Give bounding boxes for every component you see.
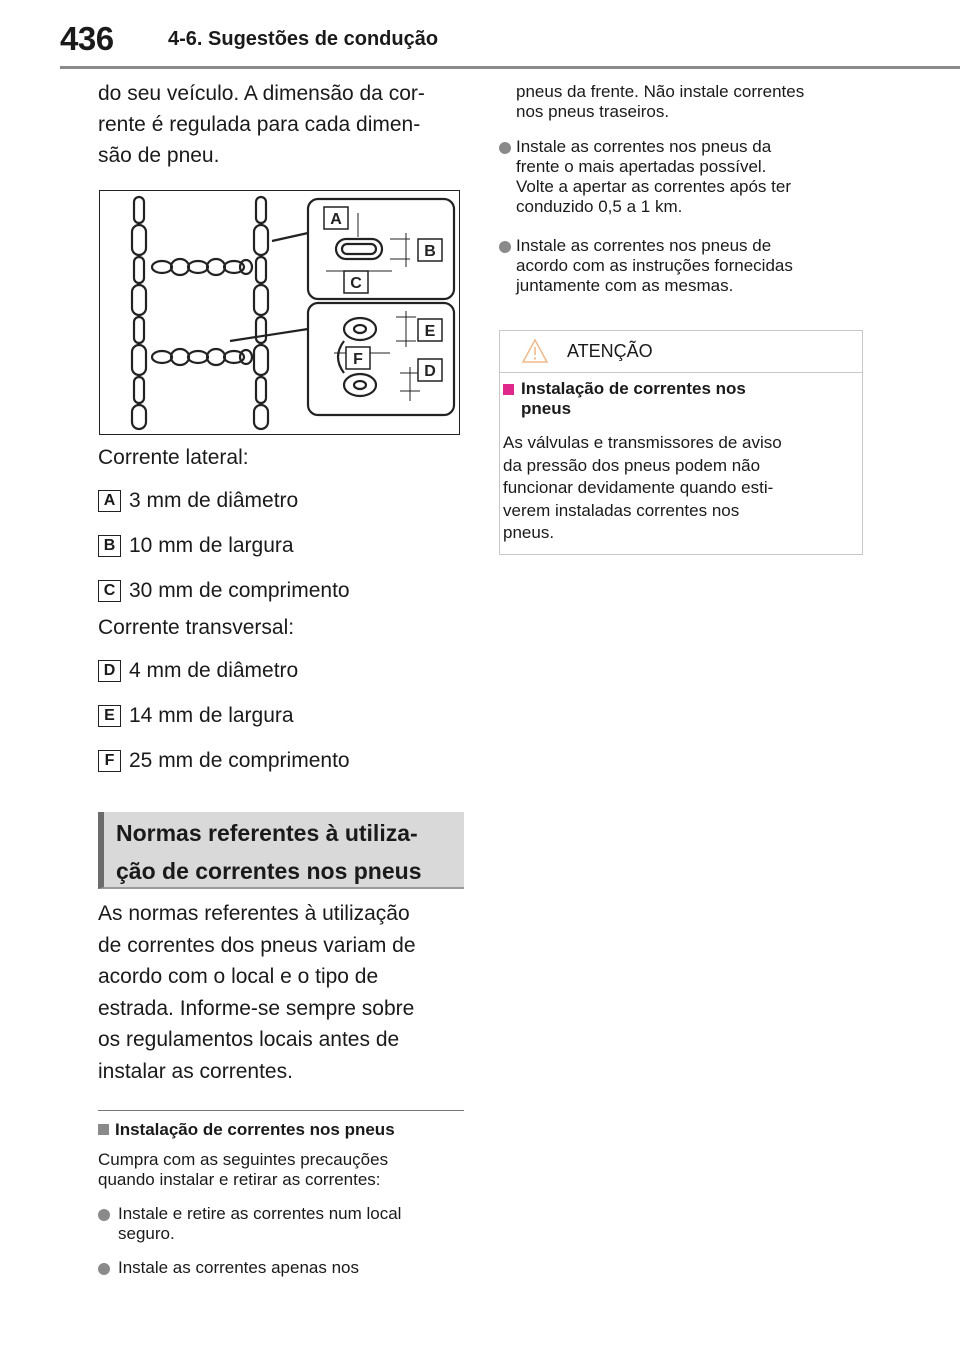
bullet-dot-icon — [98, 1209, 110, 1221]
paragraph-line: As normas referentes à utilização — [98, 902, 410, 925]
warning-header — [499, 330, 863, 373]
intro-line: quando instalar e retirar as correntes: — [98, 1170, 381, 1189]
subsection-intro — [98, 1150, 468, 1190]
bullet-line: juntamente com as mesmas. — [516, 276, 734, 295]
section-heading — [98, 812, 464, 889]
subsection-divider — [98, 1110, 464, 1111]
warning-text — [503, 432, 858, 545]
spec-badge: B — [98, 535, 121, 557]
bullet-line: Instale as correntes nos pneus da — [516, 137, 772, 156]
spec-row — [98, 703, 294, 729]
spec-text: 10 mm de largura — [129, 534, 294, 557]
callout-label: F — [353, 351, 363, 368]
intro-line: Cumpra com as seguintes precauções — [98, 1150, 389, 1169]
continued-text — [516, 82, 876, 122]
warning-text-line: funcionar devidamente quando esti- — [503, 478, 774, 497]
warning-heading — [521, 379, 851, 419]
bullet-item — [118, 1204, 468, 1244]
callout-label: B — [424, 243, 436, 260]
callout-label: D — [424, 363, 436, 380]
paragraph-line: instalar as correntes. — [98, 1059, 293, 1083]
spec-row — [98, 488, 298, 514]
spec-text: 4 mm de diâmetro — [129, 659, 299, 682]
spec-badge: D — [98, 660, 121, 682]
bullet-line: acordo com as instruções fornecidas — [516, 256, 793, 275]
spec-row — [98, 578, 350, 604]
lead-line: rente é regulada para cada dimen- — [98, 113, 421, 136]
spec-badge: E — [98, 705, 121, 727]
spec-row — [98, 658, 298, 684]
bullet-dot-icon — [499, 142, 511, 154]
side-chain-heading: Corrente lateral: — [98, 446, 249, 469]
tire-chain-diagram — [99, 190, 460, 435]
section-heading-line: Normas referentes à utiliza- — [116, 820, 418, 846]
regulations-paragraph — [98, 898, 468, 1087]
bullet-line: Instale as correntes apenas nos — [118, 1258, 359, 1277]
continued-line: pneus da frente. Não instale correntes — [516, 82, 805, 101]
cross-chain-heading: Corrente transversal: — [98, 616, 295, 639]
callout-label: A — [330, 211, 342, 228]
page-number: 436 — [60, 20, 114, 57]
spec-text: 30 mm de comprimento — [129, 579, 350, 602]
spec-text: 3 mm de diâmetro — [129, 489, 299, 512]
warning-marker — [503, 382, 514, 400]
bullet-line: frente o mais apertadas possível. — [516, 157, 767, 176]
callout-label: E — [424, 323, 436, 340]
bullet-item — [516, 137, 876, 217]
callout-label: C — [350, 275, 362, 292]
bullet-line: seguro. — [118, 1224, 175, 1243]
bullet-item — [516, 236, 876, 296]
bullet-marker — [499, 240, 511, 258]
spec-text: 14 mm de largura — [129, 704, 294, 727]
warning-text-line: As válvulas e transmissores de aviso — [503, 433, 782, 452]
spec-badge: F — [98, 750, 121, 772]
bullet-marker — [98, 1262, 113, 1280]
square-bullet-icon — [98, 1124, 109, 1135]
warning-title: ATENÇÃO — [567, 341, 653, 361]
warning-text-line: pneus. — [503, 523, 555, 542]
bullet-line: Instale as correntes nos pneus de — [516, 236, 772, 255]
spec-badge: A — [98, 490, 121, 512]
bullet-dot-icon — [98, 1263, 110, 1275]
spec-row — [98, 533, 294, 559]
lead-line: do seu veículo. A dimensão da cor- — [98, 82, 425, 105]
paragraph-line: os regulamentos locais antes de — [98, 1028, 400, 1051]
bullet-line: conduzido 0,5 a 1 km. — [516, 197, 683, 216]
warning-heading-line: Instalação de correntes nos — [521, 379, 746, 398]
paragraph-line: estrada. Informe-se sempre sobre — [98, 996, 415, 1020]
spec-row — [98, 748, 350, 774]
section-heading-line: ção de correntes nos pneus — [116, 858, 422, 884]
warning-heading-line: pneus — [521, 399, 572, 418]
bullet-item — [118, 1258, 468, 1278]
warning-text-line: verem instaladas correntes nos — [503, 500, 740, 520]
warning-triangle-icon — [521, 338, 549, 364]
subsection-heading-text: Instalação de correntes nos pneus — [115, 1120, 395, 1139]
subsection-heading — [98, 1120, 395, 1140]
lead-line: são de pneu. — [98, 144, 220, 167]
header-divider — [60, 66, 960, 69]
bullet-marker — [98, 1208, 113, 1226]
bullet-line: Instale e retire as correntes num local — [118, 1204, 402, 1223]
bullet-dot-icon — [499, 241, 511, 253]
square-bullet-icon — [503, 384, 514, 395]
spec-text: 25 mm de comprimento — [129, 749, 350, 772]
bullet-marker — [499, 141, 511, 159]
tire-chain-illustration — [100, 191, 458, 433]
spec-badge: C — [98, 580, 121, 602]
paragraph-line: acordo com o local e o tipo de — [98, 965, 379, 988]
bullet-line: Volte a apertar as correntes após ter — [516, 177, 791, 196]
section-title: 4-6. Sugestões de condução — [168, 28, 439, 50]
continued-line: nos pneus traseiros. — [516, 102, 670, 121]
paragraph-line: de correntes dos pneus variam de — [98, 933, 416, 957]
warning-text-line: da pressão dos pneus podem não — [503, 455, 761, 475]
lead-paragraph — [98, 78, 468, 171]
